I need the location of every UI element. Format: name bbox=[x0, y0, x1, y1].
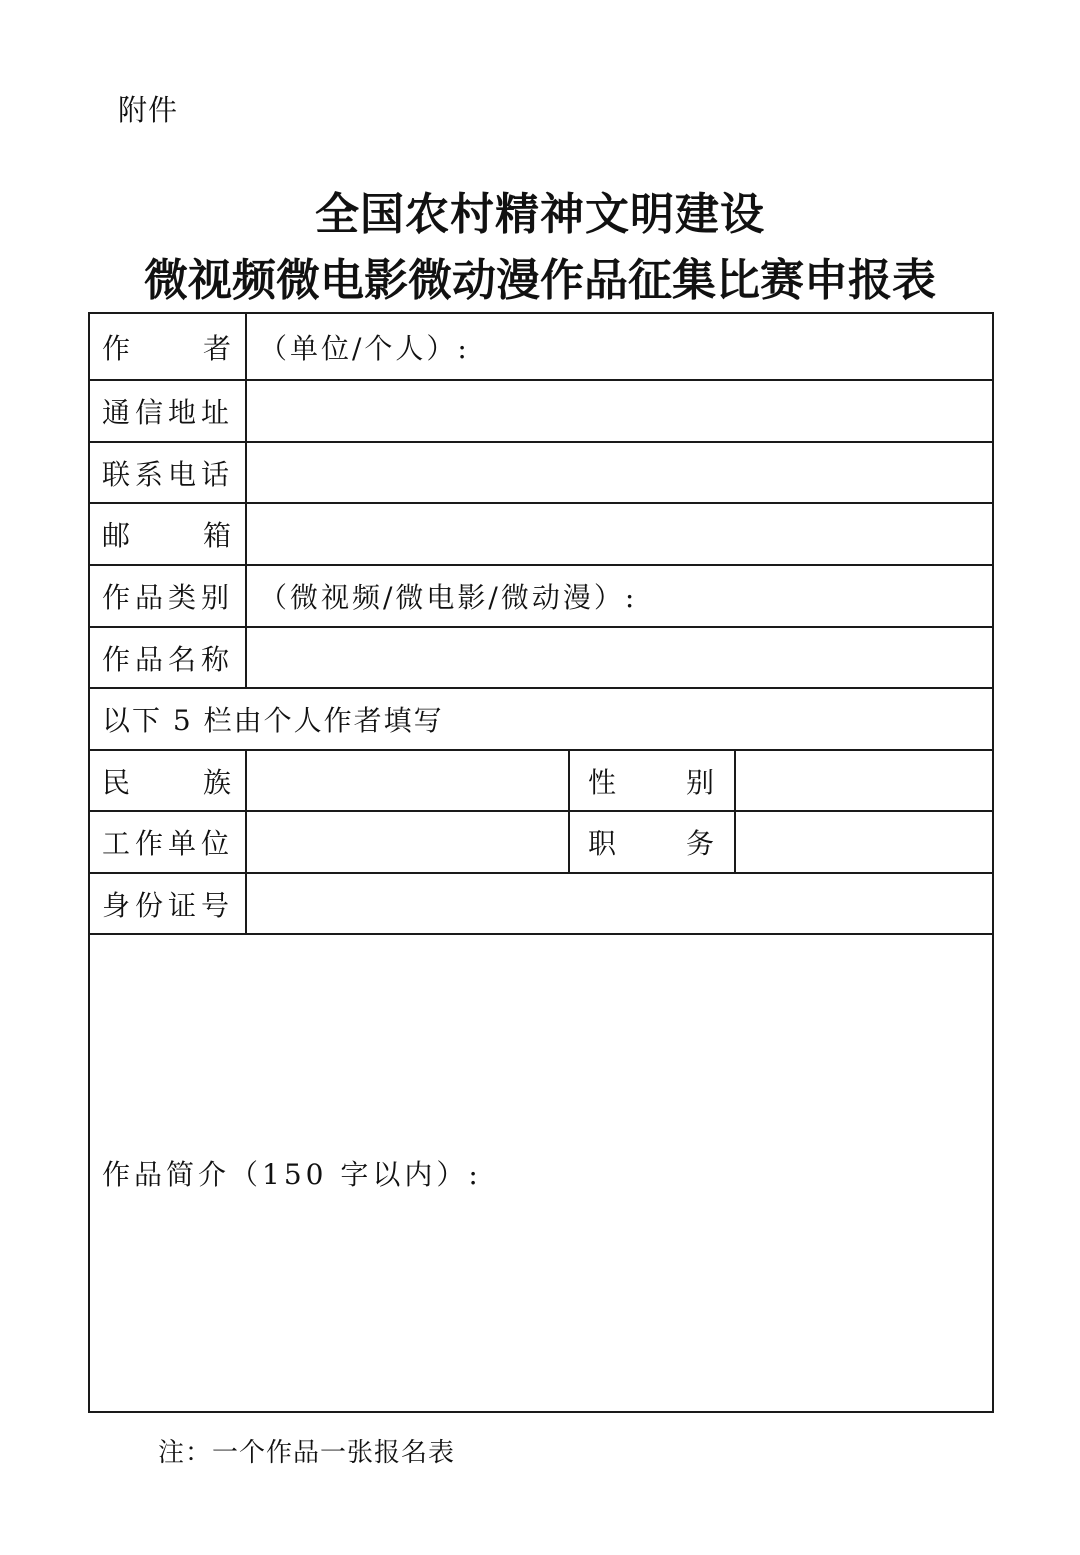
label-email-char-2: 箱 bbox=[202, 519, 231, 552]
footnote: 注：一个作品一张报名表 bbox=[158, 1438, 456, 1468]
row-phone bbox=[89, 442, 993, 503]
label-position bbox=[569, 811, 735, 873]
label-author-char-1: 作 bbox=[102, 331, 131, 365]
label-work-name: 作品名称 bbox=[89, 627, 246, 688]
label-gender-char-2: 别 bbox=[685, 765, 714, 799]
label-ethnicity bbox=[89, 750, 246, 811]
row-category bbox=[89, 565, 993, 627]
employer-field[interactable] bbox=[246, 811, 569, 873]
label-gender-char-1: 性 bbox=[588, 765, 617, 799]
label-position-char-2: 务 bbox=[685, 827, 714, 860]
label-phone: 联系电话 bbox=[89, 442, 246, 503]
label-author bbox=[89, 313, 246, 380]
label-ethnicity-char-2: 族 bbox=[202, 765, 231, 799]
label-employer: 工作单位 bbox=[89, 811, 246, 873]
row-personal-note bbox=[89, 688, 993, 750]
id-number-field[interactable] bbox=[246, 873, 993, 934]
row-ethnicity-gender bbox=[89, 750, 993, 811]
attachment-label: 附件 bbox=[118, 93, 179, 127]
label-gender bbox=[569, 750, 735, 811]
ethnicity-field[interactable] bbox=[246, 750, 569, 811]
form-title-line-2: 微视频微电影微动漫作品征集比赛申报表 bbox=[144, 255, 936, 306]
label-author-char-2: 者 bbox=[202, 331, 231, 365]
author-field[interactable]: （单位/个人）: bbox=[246, 313, 993, 380]
label-position-char-1: 职 bbox=[588, 827, 617, 860]
category-field[interactable]: （微视频/微电影/微动漫）: bbox=[246, 565, 993, 627]
summary-field[interactable] bbox=[89, 934, 993, 1412]
gender-field[interactable] bbox=[735, 750, 993, 811]
row-email bbox=[89, 503, 993, 565]
row-employer-position bbox=[89, 811, 993, 873]
label-category: 作品类别 bbox=[89, 565, 246, 627]
row-summary bbox=[89, 934, 993, 1412]
position-field[interactable] bbox=[735, 811, 993, 873]
email-field[interactable] bbox=[246, 503, 993, 565]
label-ethnicity-char-1: 民 bbox=[102, 765, 131, 799]
application-form-table bbox=[88, 312, 994, 1413]
form-title-line-1: 全国农村精神文明建设 bbox=[315, 189, 765, 240]
work-name-field[interactable] bbox=[246, 627, 993, 688]
label-address: 通信地址 bbox=[89, 380, 246, 442]
label-email-char-1: 邮 bbox=[102, 519, 131, 552]
personal-author-note: 以下 5 栏由个人作者填写 bbox=[89, 688, 993, 750]
label-id-number: 身份证号 bbox=[89, 873, 246, 934]
row-address bbox=[89, 380, 993, 442]
phone-field[interactable] bbox=[246, 442, 993, 503]
label-email bbox=[89, 503, 246, 565]
row-work-name bbox=[89, 627, 993, 688]
row-author bbox=[89, 313, 993, 380]
address-field[interactable] bbox=[246, 380, 993, 442]
row-id-number bbox=[89, 873, 993, 934]
label-summary: 作品简介（150 字以内）: bbox=[102, 1158, 482, 1191]
